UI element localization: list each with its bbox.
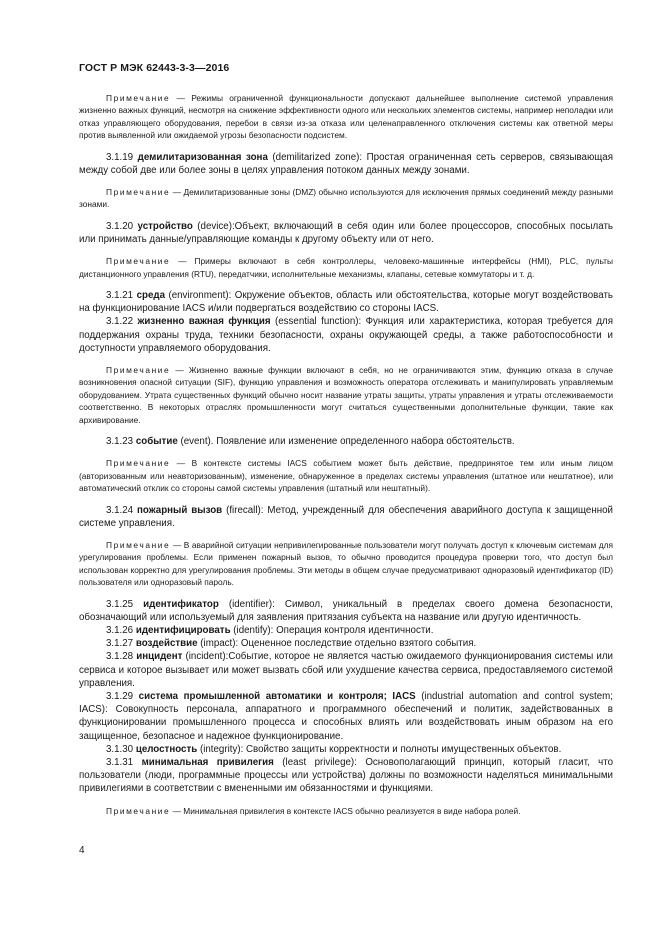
note-text: Режимы ограниченной функциональности допускают дальнейшее выполнение системой управления жизненно важных функций, несмотря на снижение эффективности одного или нескольких элементов системы, например неполадки или отказ управляющего оборудования, перебои в связи из-за отказа или целенаправленного отключения системы как ответной меры против выявленной или ожидаемой угрозы безопасности подсистем. [79, 93, 613, 141]
term-number: 3.1.26 [106, 624, 134, 636]
term-name: инцидент [136, 651, 183, 663]
note-paragraph [79, 186, 613, 211]
term-text: (event). Появление или изменение определенного набора обстоятельств. [177, 436, 515, 448]
note-label: Примечание [106, 458, 171, 469]
term-text: (incident):Событие, которое не является частью ожидаемого функционирования системы или сервиса и которое вызывает или может вызвать сбой или ухудшение качества сервиса, предоставляемого системой управления. [79, 651, 613, 689]
note-text: Минимальная привилегия в контексте IACS обычно реализуется в виде набора ролей. [183, 805, 521, 816]
note-label: Примечание [106, 187, 171, 198]
term-name: целостность [135, 743, 198, 755]
note-paragraph [79, 92, 613, 142]
term-definition [79, 650, 613, 690]
term-text: (integrity): Свойство защиты корректности и полноты имущественных объектов. [197, 743, 562, 755]
note-dash: — [170, 365, 189, 376]
note-dash: — [170, 256, 195, 267]
term-definition [79, 220, 613, 246]
term-number: 3.1.27 [106, 638, 134, 650]
note-label: Примечание [106, 93, 171, 103]
note-dash: — [170, 539, 184, 550]
term-definition [79, 637, 613, 650]
note-dash: — [170, 93, 192, 103]
term-name: воздействие [135, 638, 198, 650]
note-label: Примечание [106, 539, 171, 550]
term-name: идентифицировать [135, 624, 231, 636]
note-label: Примечание [106, 256, 171, 267]
term-number: 3.1.28 [106, 651, 134, 663]
note-paragraph [79, 364, 613, 426]
term-definition [79, 315, 613, 355]
note-paragraph [79, 805, 613, 817]
term-definition [79, 624, 613, 637]
term-name: устройство [137, 220, 193, 232]
term-name: минимальная привилегия [141, 757, 274, 768]
term-definition [79, 756, 613, 796]
term-name: событие [135, 436, 178, 448]
term-text: (identifier): Символ, уникальный в пределах своего домена безопасности, обозначающий или используемый для заявления притязания субъекта на название или другую идентичность. [79, 598, 613, 623]
term-text: (industrial automation and control system; IACS): Совокупность персонала, аппаратного и программного обеспечений и политик, задействованных в функционировании промышленного процесса и способных влиять или воздействовать иным образом на его защищенное, безопасное и надежное функционирование. [79, 690, 613, 742]
note-text: Демилитаризованные зоны (DMZ) обычно используются для исключения прямых соединений между разными зонами. [79, 187, 613, 210]
term-number: 3.1.19 [106, 151, 134, 163]
term-name: среда [136, 290, 165, 302]
term-number: 3.1.25 [106, 598, 134, 610]
standard-header: ГОСТ Р МЭК 62443-3-3—2016 [79, 62, 230, 74]
term-number: 3.1.23 [106, 436, 134, 448]
term-definition [79, 504, 613, 530]
note-text: В контексте системы IACS событием может быть действие, предпринятое тем или иным лицом (авторизованным или неавторизованным), изменение, обнаруженное в пределах системы управления (штатное или нештатное), или автоматический отклик со стороны самой системы управления (штатный или нештатный). [79, 458, 614, 494]
note-paragraph [79, 255, 613, 280]
term-text: (environment): Окружение объектов, область или обстоятельства, которые могут воздействовать на функционирование IACS и/или подвергаться воздействию со стороны IACS. [79, 290, 613, 315]
term-number: 3.1.31 [106, 757, 134, 768]
note-text: В аварийной ситуации непривилегированные пользователи могут получать доступ к ключевым системам для урегулирования проблемы. Если применен пожарный вызов, то обычно проводится процедура проверки того, что доступ был использован корректно для урегулирования проблемы. Эти методы в общем случае предусматривают одноразовый идентификатор (ID) пользователя или одноразовый пароль. [79, 539, 613, 588]
term-name: система промышленной автоматики и контроля; IACS [138, 690, 416, 702]
term-text: (device):Объект, включающий в себя один или более процессоров, способных посылать или принимать данные/управляющие команды к другому объекту или от него. [79, 220, 613, 246]
term-number: 3.1.30 [106, 743, 134, 755]
term-definition [79, 151, 613, 177]
page-number: 4 [79, 845, 85, 856]
term-text: (impact): Оцененное последствие отдельно взятого события. [197, 638, 477, 650]
term-text: (least privilege): Основополагающий принцип, который гласит, что пользователи (люди, программные процессы или устройства) должны по возможности наделяться минимальными привилегиями в соответствии с вмененными им обязанностями и функциями. [79, 757, 613, 795]
term-text: (firecall): Метод, учрежденный для обеспечения аварийного доступа к защищенной системе управления. [79, 504, 613, 529]
note-label: Примечание [106, 805, 171, 816]
note-text: Жизненно важные функции включают в себя, но не ограничиваются этим, функцию отказа в случае возникновения опасной ситуации (SIF), функцию управления и возможность оператора отслеживать и манипулировать управляемым оборудованием. Утрата существенных функций обычно носит название утраты защиты, утраты управления и утраты отслеживаемости соответственно. В некоторых отраслях промышленности могут считаться существенными дополнительные функции, такие как архивирование. [79, 365, 613, 425]
note-label: Примечание [106, 365, 171, 376]
term-text: (identify): Операция контроля идентичности. [230, 624, 434, 636]
term-number: 3.1.22 [106, 316, 134, 328]
term-number: 3.1.29 [106, 690, 134, 702]
note-dash: — [170, 805, 184, 816]
note-dash: — [170, 187, 184, 198]
term-definition [79, 289, 613, 315]
term-definition [79, 743, 613, 756]
term-number: 3.1.21 [106, 290, 134, 302]
term-number: 3.1.20 [106, 220, 134, 232]
term-name: демилитаризованная зона [137, 151, 268, 163]
note-text: Примеры включают в себя контроллеры, человеко-машинные интерфейсы (HMI), PLC, пульты дистанционного управления (RTU), передатчики, исполнительные механизмы, клапаны, сетевые коммутаторы и т. д. [79, 256, 613, 279]
term-definition [79, 690, 613, 743]
term-definition [79, 435, 613, 448]
term-text: (demilitarized zone): Простая ограниченная сеть серверов, связывающая между собой две или более зоны в целях управления потоком данных между зонами. [79, 151, 613, 176]
note-dash: — [170, 458, 192, 469]
note-paragraph [79, 457, 613, 494]
term-name: пожарный вызов [137, 504, 223, 516]
document-body [79, 92, 613, 826]
term-name: жизненно важная функция [137, 316, 271, 328]
term-name: идентификатор [143, 598, 219, 610]
note-paragraph [79, 539, 613, 589]
term-definition [79, 598, 613, 624]
term-text: (essential function): Функция или характеристика, которая требуется для поддержания охраны труда, техники безопасности, охраны окружающей среды, а также работоспособности и доступности управляемого оборудования. [79, 316, 613, 354]
term-number: 3.1.24 [106, 504, 134, 516]
